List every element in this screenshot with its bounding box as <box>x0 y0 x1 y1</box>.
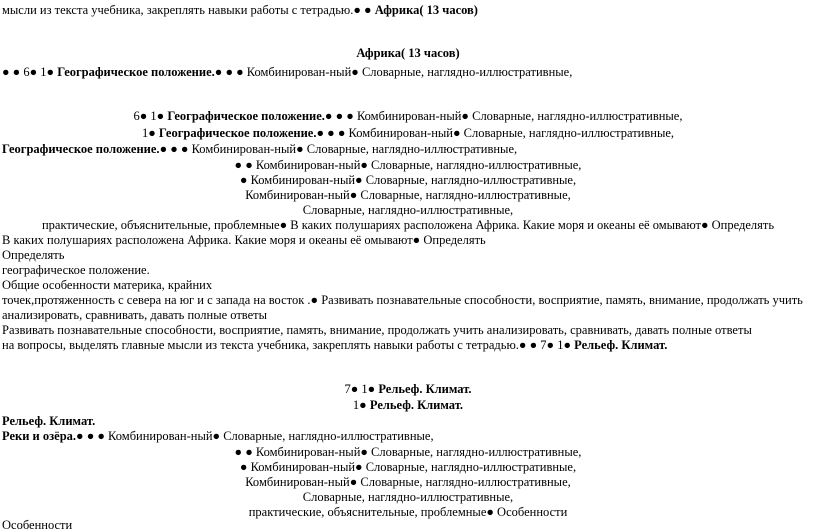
text-line: ● ● Комбинирован-ный● Словарные, наглядно-иллюстративные, <box>234 445 582 459</box>
text-line: географическое положение. <box>2 263 150 277</box>
text-line: Рельеф. Климат. <box>2 414 96 428</box>
text-line: Особенности <box>2 518 73 532</box>
text-line: 6● 1● Географическое положение.● ● ● Комбинирован-ный● Словарные, наглядно-иллюстративные, <box>133 109 683 123</box>
text-line: Географическое положение.● ● ● Комбинирован-ный● Словарные, наглядно-иллюстративные, <box>2 142 518 156</box>
text-line: Словарные, наглядно-иллюстративные, <box>302 203 514 217</box>
text-line: ● Комбинирован-ный● Словарные, наглядно-иллюстративные, <box>239 460 577 474</box>
text-line: ● ● Комбинирован-ный● Словарные, наглядно-иллюстративные, <box>234 158 582 172</box>
text-line: практические, объяснительные, проблемные● В каких полушариях расположена Африка. Какие моря и океаны её омывают● Определять <box>41 218 775 232</box>
text-line: Определять <box>2 248 65 262</box>
text-line: 1● Рельеф. Климат. <box>352 398 464 412</box>
text-line: В каких полушариях расположена Африка. Какие моря и океаны её омывают● Определять <box>2 233 486 247</box>
text-line: Словарные, наглядно-иллюстративные, <box>302 490 514 504</box>
text-line: Реки и озёра.● ● ● Комбинирован-ный● Словарные, наглядно-иллюстративные, <box>2 429 434 443</box>
text-line: на вопросы, выделять главные мысли из текста учебника, закреплять навыки работы с тетрадью.● ● 7● 1● Рельеф. Климат. <box>2 338 668 352</box>
text-line: Комбинирован-ный● Словарные, наглядно-иллюстративные, <box>245 475 571 489</box>
text-line: 1● Географическое положение.● ● ● Комбинирован-ный● Словарные, наглядно-иллюстративные, <box>141 126 675 140</box>
section-heading: Африка( 13 часов) <box>356 46 460 60</box>
text-line: ● ● 6● 1● Географическое положение.● ● ● Комбинирован-ный● Словарные, наглядно-иллюстративные, <box>2 65 573 79</box>
text-line: точек,протяженность с севера на юг и с запада на восток .● Развивать познавательные способности, восприятие, память, внимание, продолжать учить <box>2 293 803 307</box>
text-line: анализировать, сравнивать, давать полные ответы <box>2 308 268 322</box>
text-line: практические, объяснительные, проблемные● Особенности <box>248 505 568 519</box>
text-line: ● Комбинирован-ный● Словарные, наглядно-иллюстративные, <box>239 173 577 187</box>
text-line: Развивать познавательные способности, восприятие, память, внимание, продолжать учить анализировать, сравнивать, давать полные ответы <box>2 323 752 337</box>
text-line: мысли из текста учебника, закреплять навыки работы с тетрадью.● ● Африка( 13 часов) <box>2 3 478 17</box>
text-line: Общие особенности материка, крайних <box>2 278 213 292</box>
text-line: 7● 1● Рельеф. Климат. <box>344 382 472 396</box>
text-line: Комбинирован-ный● Словарные, наглядно-иллюстративные, <box>245 188 571 202</box>
